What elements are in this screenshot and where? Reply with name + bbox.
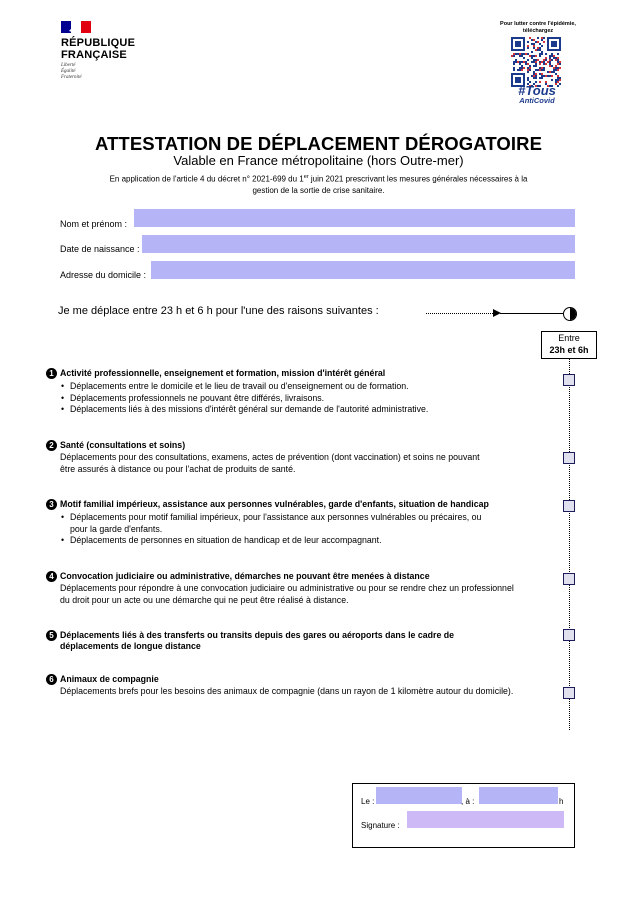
arrow-right-icon <box>493 309 501 317</box>
list-item: • Déplacements de personnes en situation de handicap et de leur accompagnant. <box>70 535 500 547</box>
name-label: Nom et prénom : <box>60 219 128 229</box>
date-label: Le : <box>361 797 375 806</box>
reason-1-title: 1 Activité professionnelle, enseignement et formation, mission d'intérêt général <box>46 368 536 379</box>
name-input[interactable] <box>134 209 575 227</box>
hour-suffix: h <box>559 797 564 806</box>
qr-app-name: AntiCovid <box>519 96 555 105</box>
list-item: • Déplacements liés à des missions d'intérêt général sur demande de l'autorité administrative. <box>70 404 536 416</box>
reason-4-checkbox[interactable] <box>563 573 575 585</box>
reason-5 <box>46 630 536 652</box>
number-5-icon: 5 <box>46 630 57 641</box>
reason-5-checkbox[interactable] <box>563 629 575 641</box>
reason-5-title: 5 Déplacements liés à des transferts ou transits depuis des gares ou aéroports dans le cadre de déplacements de longue distance <box>46 630 470 652</box>
republic-motto <box>61 63 82 81</box>
number-2-icon: 2 <box>46 440 57 451</box>
checkbox-column-header: Entre 23h et 6h <box>541 331 597 359</box>
legal-reference: En application de l'article 4 du décret n° 2021-699 du 1er juin 2021 prescrivant les mesures générales nécessaires à la gestion de la sortie de crise sanitaire. <box>109 174 528 195</box>
motto-fraternite: Fraternité <box>61 75 82 80</box>
reason-6-checkbox[interactable] <box>563 687 575 699</box>
time-label: , à : <box>461 797 475 806</box>
list-item: • Déplacements pour motif familial impérieux, pour l'assistance aux personnes vulnérables ou précaires, ou pour la garde d'enfants. <box>70 512 500 535</box>
qr-hashtag: #Tous <box>518 83 556 98</box>
reason-1-checkbox[interactable] <box>563 374 575 386</box>
number-1-icon: 1 <box>46 368 57 379</box>
reason-6-description: Déplacements brefs pour les besoins des animaux de compagnie (dans un rayon de 1 kilomètre autour du domicile). <box>60 686 514 696</box>
reason-2-title: 2 Santé (consultations et soins) <box>46 440 536 451</box>
signature-input[interactable] <box>407 811 564 828</box>
reason-3-title: 3 Motif familial impérieux, assistance aux personnes vulnérables, garde d'enfants, situation de handicap <box>46 499 536 510</box>
reason-3-checkbox[interactable] <box>563 500 575 512</box>
intro-leader-dots <box>426 313 501 314</box>
republic-name: RÉPUBLIQUE FRANÇAISE <box>61 37 136 61</box>
birthdate-label: Date de naissance : <box>60 244 140 254</box>
list-item: • Déplacements professionnels ne pouvant être différés, livraisons. <box>70 393 536 405</box>
reason-1-bullets <box>46 381 536 416</box>
qr-code-icon <box>511 37 561 87</box>
french-flag-icon <box>61 21 91 33</box>
address-input[interactable] <box>151 261 575 279</box>
reason-2-description: Déplacements pour des consultations, examens, actes de prévention (dont vaccination) et soins ne pouvant être assurés à distance ou pour l'achat de produits de santé. <box>60 452 480 474</box>
intro-leader-line <box>501 313 563 314</box>
motto-egalite: Égalité <box>61 69 76 74</box>
reason-6-title: 6 Animaux de compagnie <box>46 674 536 685</box>
number-3-icon: 3 <box>46 499 57 510</box>
number-6-icon: 6 <box>46 674 57 685</box>
reason-6 <box>46 674 536 698</box>
reason-2-checkbox[interactable] <box>563 452 575 464</box>
document-title: ATTESTATION DE DÉPLACEMENT DÉROGATOIRE <box>94 133 543 154</box>
qr-caption: Pour lutter contre l'épidémie, téléchargez <box>500 21 576 34</box>
motto-liberte: Liberté <box>61 63 76 68</box>
address-label: Adresse du domicile : <box>60 270 147 280</box>
reason-1 <box>46 368 536 416</box>
birthdate-input[interactable] <box>142 235 575 253</box>
number-4-icon: 4 <box>46 571 57 582</box>
reason-2 <box>46 440 536 475</box>
reason-4-title: 4 Convocation judiciaire ou administrative, démarches ne pouvant être menées à distance <box>46 571 536 582</box>
signature-block <box>352 783 575 848</box>
reason-3-bullets <box>46 512 500 547</box>
date-input[interactable] <box>376 787 462 804</box>
time-input[interactable] <box>479 787 558 804</box>
reason-3 <box>46 499 536 547</box>
reason-4-description: Déplacements pour répondre à une convocation judiciaire ou administrative ou pour se rendre chez un professionnel du droit pour un acte ou une démarche qui ne peut être réalisé à distance. <box>60 583 514 605</box>
checkbox-column-rail <box>569 358 570 730</box>
intro-text: Je me déplace entre 23 h et 6 h pour l'une des raisons suivantes : <box>58 305 379 317</box>
signature-block-top-border <box>352 783 575 784</box>
list-item: • Déplacements entre le domicile et le lieu de travail ou d'enseignement ou de formation. <box>70 381 536 393</box>
half-moon-icon <box>563 307 577 321</box>
reason-4 <box>46 571 536 606</box>
signature-label: Signature : <box>361 821 400 830</box>
document-subtitle: Valable en France métropolitaine (hors Outre-mer) <box>173 153 464 168</box>
